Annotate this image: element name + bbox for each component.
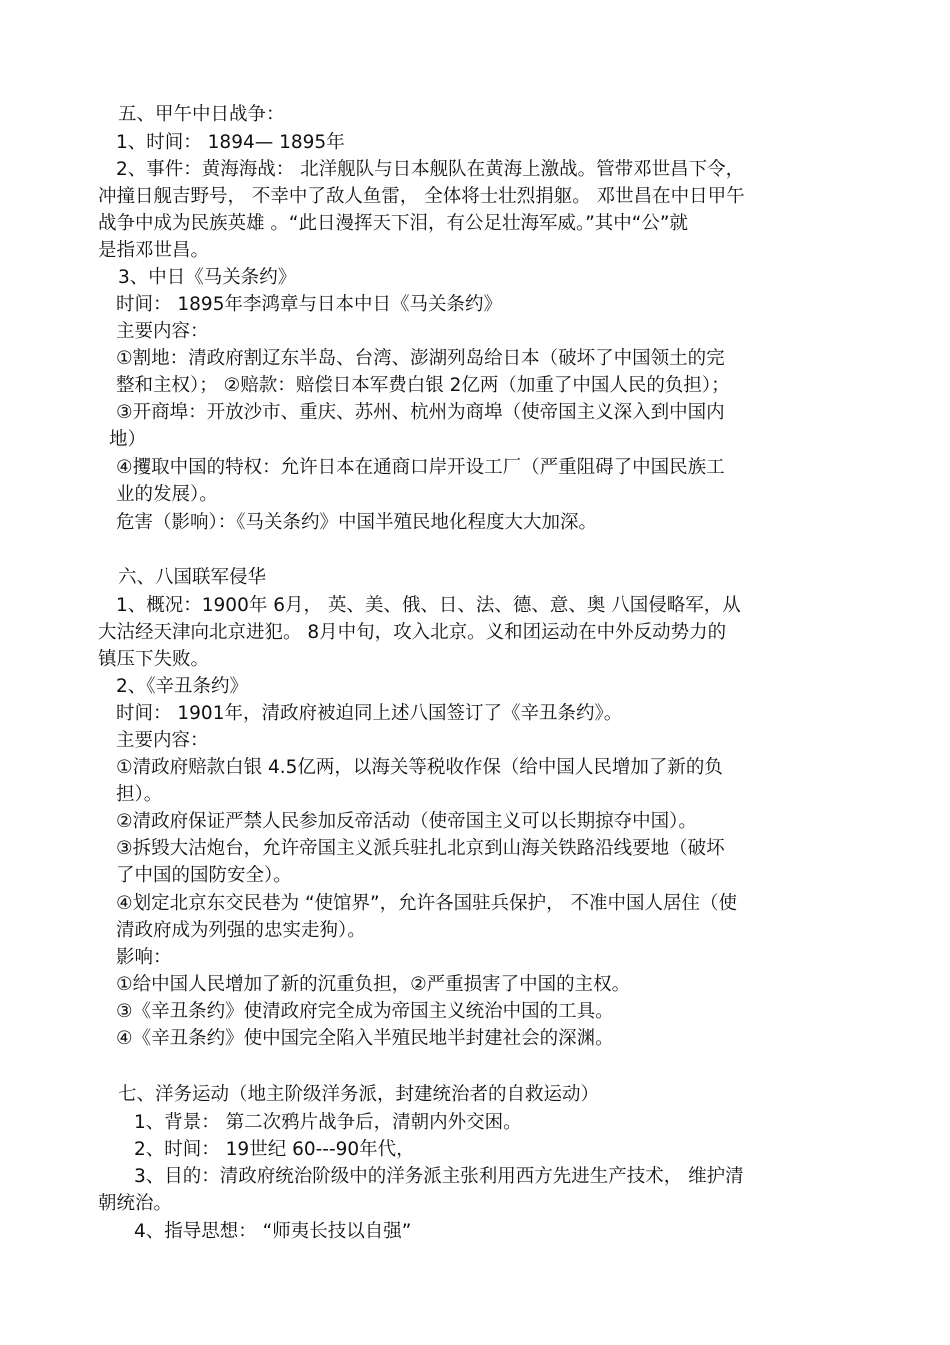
maguan-item: ③开商埠：开放沙市、重庆、苏州、杭州为商埠（使帝国主义深入到中国内 [116, 402, 725, 423]
baguo-overview-line: 大沽经天津向北京进犯。 8月中旬，攻入北京。义和团运动在中外反动势力的 [98, 622, 727, 643]
jiawu-event-line: 冲撞日舰吉野号， 不幸中了敌人鱼雷， 全体将士壮烈捐躯。 邓世昌在中日甲午 [98, 186, 745, 207]
maguan-item: 整和主权）； ②赔款：赔偿日本军费白银 2亿两（加重了中国人民的负担）； [116, 375, 730, 396]
xinchou-item: 担）。 [116, 784, 163, 805]
xinchou-item: 清政府成为列强的忠实走狗）。 [116, 920, 366, 941]
maguan-treaty-title: 3、中日《马关条约》 [118, 267, 297, 288]
maguan-content-label: 主要内容： [116, 321, 209, 342]
yangwu-time: 2、时间： 19世纪 60---90年代， [134, 1139, 415, 1160]
baguo-overview-line: 镇压下失败。 [98, 649, 210, 670]
jiawu-event-line: 战争中成为民族英雄 。“此日漫挥天下泪，有公足壮海军威。”其中“公”就 [98, 213, 688, 234]
xinchou-impact: ①给中国人民增加了新的沉重负担，②严重损害了中国的主权。 [116, 974, 631, 995]
jiawu-event-line: 2、事件：黄海海战： 北洋舰队与日本舰队在黄海上激战。管带邓世昌下令， [116, 159, 745, 180]
section-heading-jiawu: 五、甲午中日战争： [118, 104, 285, 125]
xinchou-item: ②清政府保证严禁人民参加反帝活动（使帝国主义可以长期掠夺中国）。 [116, 811, 697, 832]
xinchou-treaty-time: 时间： 1901年，清政府被迫同上述八国签订了《辛丑条约》。 [116, 703, 623, 724]
baguo-overview-line: 1、概况：1900年 6月， 英、美、俄、日、法、德、意、奥 八国侵略军，从 [116, 595, 741, 616]
xinchou-item: 了中国的国防安全）。 [116, 865, 292, 886]
xinchou-content-label: 主要内容： [116, 730, 209, 751]
xinchou-treaty-title: 2、《辛丑条约》 [116, 676, 249, 697]
maguan-item: ④攫取中国的特权：允许日本在通商口岸开设工厂（严重阻碍了中国民族工 [116, 457, 725, 478]
xinchou-item: ①清政府赔款白银 4.5亿两，以海关等税收作保（给中国人民增加了新的负 [116, 757, 723, 778]
xinchou-impact: ④《辛丑条约》使中国完全陷入半殖民地半封建社会的深渊。 [116, 1028, 614, 1049]
maguan-treaty-time: 时间： 1895年李鸿章与日本中日《马关条约》 [116, 294, 502, 315]
xinchou-item: ④划定北京东交民巷为 “使馆界”，允许各国驻兵保护， 不准中国人居住（使 [116, 893, 738, 914]
xinchou-impact: ③《辛丑条约》使清政府完全成为帝国主义统治中国的工具。 [116, 1001, 614, 1022]
xinchou-impact-label: 影响： [116, 947, 172, 968]
jiawu-time: 1、时间： 1894— 1895年 [116, 132, 345, 153]
section-heading-baguo: 六、八国联军侵华 [118, 567, 267, 588]
maguan-item: 业的发展）。 [116, 484, 218, 505]
yangwu-purpose-line: 朝统治。 [98, 1193, 173, 1214]
section-heading-yangwu: 七、洋务运动（地主阶级洋务派，封建统治者的自救运动） [118, 1084, 600, 1105]
maguan-harm: 危害（影响）：《马关条约》中国半殖民地化程度大大加深。 [116, 512, 598, 533]
xinchou-item: ③拆毁大沽炮台，允许帝国主义派兵驻扎北京到山海关铁路沿线要地（破坏 [116, 838, 725, 859]
maguan-item: ①割地：清政府割辽东半岛、台湾、澎湖列岛给日本（破坏了中国领土的完 [116, 348, 725, 369]
jiawu-event-line: 是指邓世昌。 [98, 240, 210, 261]
yangwu-purpose-line: 3、目的：清政府统治阶级中的洋务派主张利用西方先进生产技术， 维护清 [134, 1166, 744, 1187]
yangwu-background: 1、背景： 第二次鸦片战争后，清朝内外交困。 [134, 1112, 522, 1133]
yangwu-ideology: 4、指导思想： “师夷长技以自强” [134, 1221, 412, 1242]
maguan-item: 地） [109, 429, 147, 450]
